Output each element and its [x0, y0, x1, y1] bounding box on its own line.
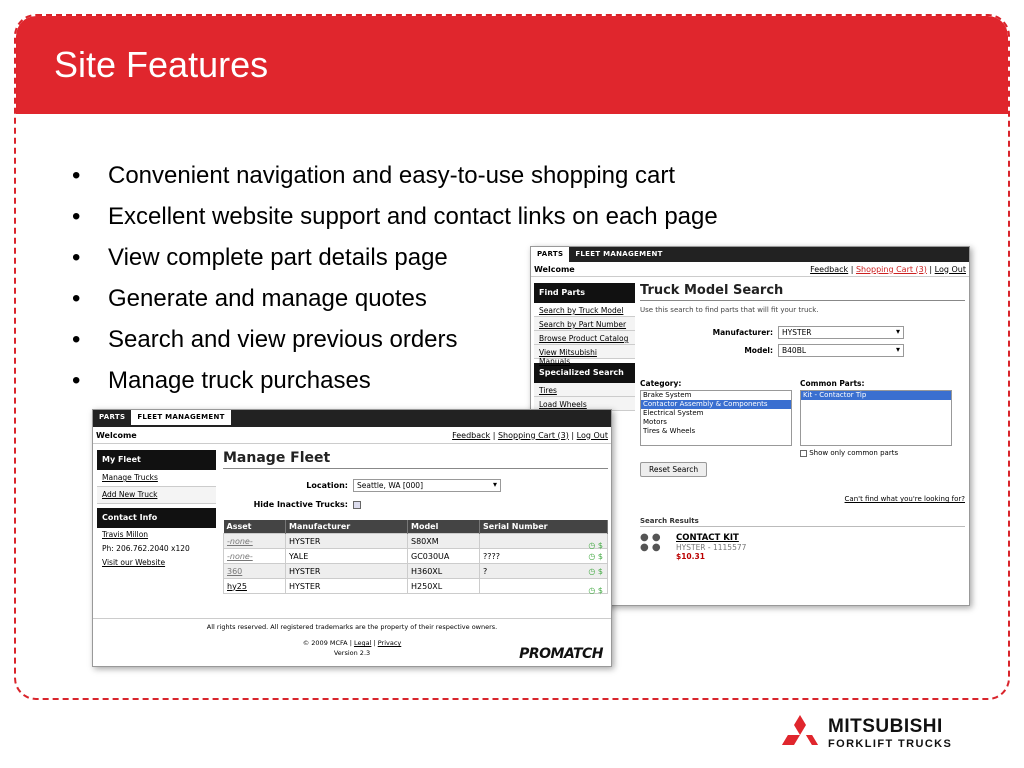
sidebar-item-load-wheels[interactable]: Load Wheels	[534, 397, 635, 411]
contact-info-heading: Contact Info	[97, 508, 216, 528]
list-item[interactable]: Brake System	[643, 391, 692, 399]
model-cell: GC030UA	[408, 549, 480, 564]
checkbox[interactable]	[800, 450, 807, 457]
common-parts-listbox[interactable]	[800, 390, 952, 446]
fleet-table	[223, 520, 608, 594]
asset-cell[interactable]: -none-	[224, 534, 286, 549]
footer-rights: All rights reserved. All registered trademarks are the property of their respective owners.	[206, 623, 498, 631]
my-fleet-heading: My Fleet	[97, 450, 216, 470]
privacy-link[interactable]: Privacy	[377, 639, 402, 647]
copyright-text: © 2009 MCFA |	[302, 639, 352, 647]
list-item[interactable]: Tires & Wheels	[643, 427, 696, 435]
asset-cell[interactable]: -none-	[224, 549, 286, 564]
column-header[interactable]: Manufacturer	[286, 520, 408, 534]
logo-line1: MITSUBISHI	[828, 716, 943, 737]
model-label: Model:	[744, 346, 773, 355]
row-actions-icon[interactable]: ◷ $	[588, 566, 603, 576]
version-text: Version 2.3	[333, 649, 371, 657]
list-item[interactable]: Electrical System	[643, 409, 704, 417]
column-header[interactable]: Asset	[224, 520, 286, 534]
reset-search-button[interactable]: Reset Search	[640, 462, 707, 477]
sidebar-item-part-number[interactable]: Search by Part Number	[534, 317, 635, 331]
column-header[interactable]: Model	[408, 520, 480, 534]
page-title: Manage Fleet	[223, 450, 608, 469]
table-row[interactable]	[224, 534, 608, 549]
legal-link[interactable]: Legal	[353, 639, 372, 647]
show-common-label: Show only common parts	[809, 449, 899, 457]
tab-parts[interactable]: PARTS	[531, 247, 569, 262]
manufacturer-select[interactable]: HYSTER ▾	[778, 326, 904, 339]
serial-cell	[480, 534, 608, 549]
tab-bar	[531, 247, 969, 262]
bullet-item: • Generate and manage quotes	[72, 283, 718, 324]
sidebar-item-manuals[interactable]: View Mitsubishi Manuals	[534, 345, 635, 359]
find-parts-heading: Find Parts	[534, 283, 635, 303]
search-panel	[640, 283, 965, 561]
asset-cell[interactable]: hy25	[224, 579, 286, 594]
logout-link[interactable]: Log Out	[934, 264, 966, 274]
bullet-item: • View complete part details page	[72, 242, 718, 283]
feedback-link[interactable]: Feedback	[452, 430, 491, 440]
serial-cell: ? ◷ $	[480, 564, 608, 579]
model-cell: H250XL	[408, 579, 480, 594]
intro-text: Use this search to find parts that will fit your truck.	[640, 306, 819, 314]
list-item[interactable]: Motors	[643, 418, 667, 426]
asset-cell[interactable]: 360	[224, 564, 286, 579]
cant-find-link[interactable]: Can't find what you're looking for?	[844, 495, 965, 503]
model-cell: S80XM	[408, 534, 480, 549]
row-actions-icon[interactable]: ◷ $	[588, 541, 603, 550]
specialized-heading: Specialized Search	[534, 363, 635, 383]
three-diamonds-icon	[778, 715, 822, 753]
sidebar-item-add-truck[interactable]: Add New Truck	[97, 487, 216, 504]
serial-cell	[480, 579, 608, 594]
bullet-item: • Manage truck purchases	[72, 365, 718, 406]
logout-link[interactable]: Log Out	[576, 430, 608, 440]
sidebar-item-manage-trucks[interactable]: Manage Trucks	[97, 470, 216, 487]
table-row[interactable]	[224, 564, 608, 579]
model-cell: H360XL	[408, 564, 480, 579]
table-header-row	[224, 520, 608, 534]
tab-fleet-management[interactable]: FLEET MANAGEMENT	[131, 410, 230, 425]
top-bar	[531, 262, 969, 277]
tab-bar	[93, 410, 611, 427]
table-row[interactable]	[224, 579, 608, 594]
sidebar-item-tires[interactable]: Tires	[534, 383, 635, 397]
common-parts-label: Common Parts:	[800, 379, 865, 388]
manufacturer-cell: HYSTER	[286, 579, 408, 594]
category-label: Category:	[640, 379, 682, 388]
hide-inactive-checkbox[interactable]	[353, 501, 361, 509]
model-select[interactable]: B40BL ▾	[778, 344, 904, 357]
top-links: Feedback | Shopping Cart (3) | Log Out	[810, 264, 966, 274]
website-link[interactable]: Visit our Website	[102, 558, 166, 567]
contact-name-link[interactable]: Travis Millon	[102, 530, 149, 539]
logo-line2: FORKLIFT TRUCKS	[828, 738, 953, 750]
bullet-item: • Excellent website support and contact links on each page	[72, 201, 718, 242]
page-title: Truck Model Search	[640, 283, 965, 301]
sidebar	[534, 283, 635, 411]
top-links: Feedback | Shopping Cart (3) | Log Out	[452, 430, 608, 440]
result-subtitle: HYSTER - 1115577	[676, 543, 747, 552]
manufacturer-label: Manufacturer:	[712, 328, 773, 337]
sidebar-item-truck-model[interactable]: Search by Truck Model	[534, 303, 635, 317]
result-name-link[interactable]: CONTACT KIT	[676, 533, 739, 543]
promatch-logo: PROMATCH	[519, 646, 603, 662]
location-select[interactable]: Seattle, WA [000] ▾	[353, 479, 501, 492]
mitsubishi-logo	[778, 712, 1008, 757]
result-price: $10.31	[676, 552, 705, 561]
serial-cell: ???? ◷ $	[480, 549, 608, 564]
category-listbox[interactable]	[640, 390, 792, 446]
slide-title: Site Features	[54, 44, 269, 85]
row-actions-icon[interactable]: ◷ $	[588, 586, 603, 595]
welcome-text: Welcome	[96, 430, 137, 440]
manufacturer-cell: YALE	[286, 549, 408, 564]
table-row[interactable]	[224, 549, 608, 564]
hide-inactive-label: Hide Inactive Trucks:	[253, 500, 348, 509]
list-item[interactable]: Kit - Contactor Tip	[801, 391, 951, 400]
bullet-item: • Convenient navigation and easy-to-use shopping cart	[72, 160, 718, 201]
shopping-cart-link[interactable]: Shopping Cart (3)	[497, 430, 569, 440]
slide-header	[16, 16, 1008, 114]
footer: All rights reserved. All registered trademarks are the property of their respective owners. © 2009 MCFA | Legal | Privacy Version 2.3	[93, 618, 611, 657]
column-header[interactable]: Serial Number	[480, 520, 608, 534]
tab-parts[interactable]: PARTS	[99, 413, 126, 421]
sidebar-item-catalog[interactable]: Browse Product Catalog	[534, 331, 635, 345]
list-item[interactable]: Contactor Assembly & Components	[641, 400, 791, 409]
fleet-panel	[223, 450, 608, 594]
shopping-cart-link[interactable]: Shopping Cart (3)	[855, 264, 927, 274]
results-label: Search Results	[640, 517, 965, 527]
feedback-link[interactable]: Feedback	[810, 264, 849, 274]
row-actions-icon[interactable]: ◷ $	[588, 551, 603, 561]
location-label: Location:	[306, 481, 348, 490]
manufacturer-cell: HYSTER	[286, 564, 408, 579]
manage-fleet-screenshot	[92, 409, 612, 667]
welcome-text: Welcome	[534, 264, 575, 274]
sidebar	[97, 450, 216, 570]
manufacturer-cell: HYSTER	[286, 534, 408, 549]
top-bar	[93, 427, 611, 444]
tab-fleet-management[interactable]: FLEET MANAGEMENT	[575, 250, 663, 258]
part-thumbnail: ● ● ● ●	[640, 532, 661, 553]
contact-phone: Ph: 206.762.2040 x120	[102, 544, 190, 553]
bullet-item: • Search and view previous orders	[72, 324, 718, 365]
